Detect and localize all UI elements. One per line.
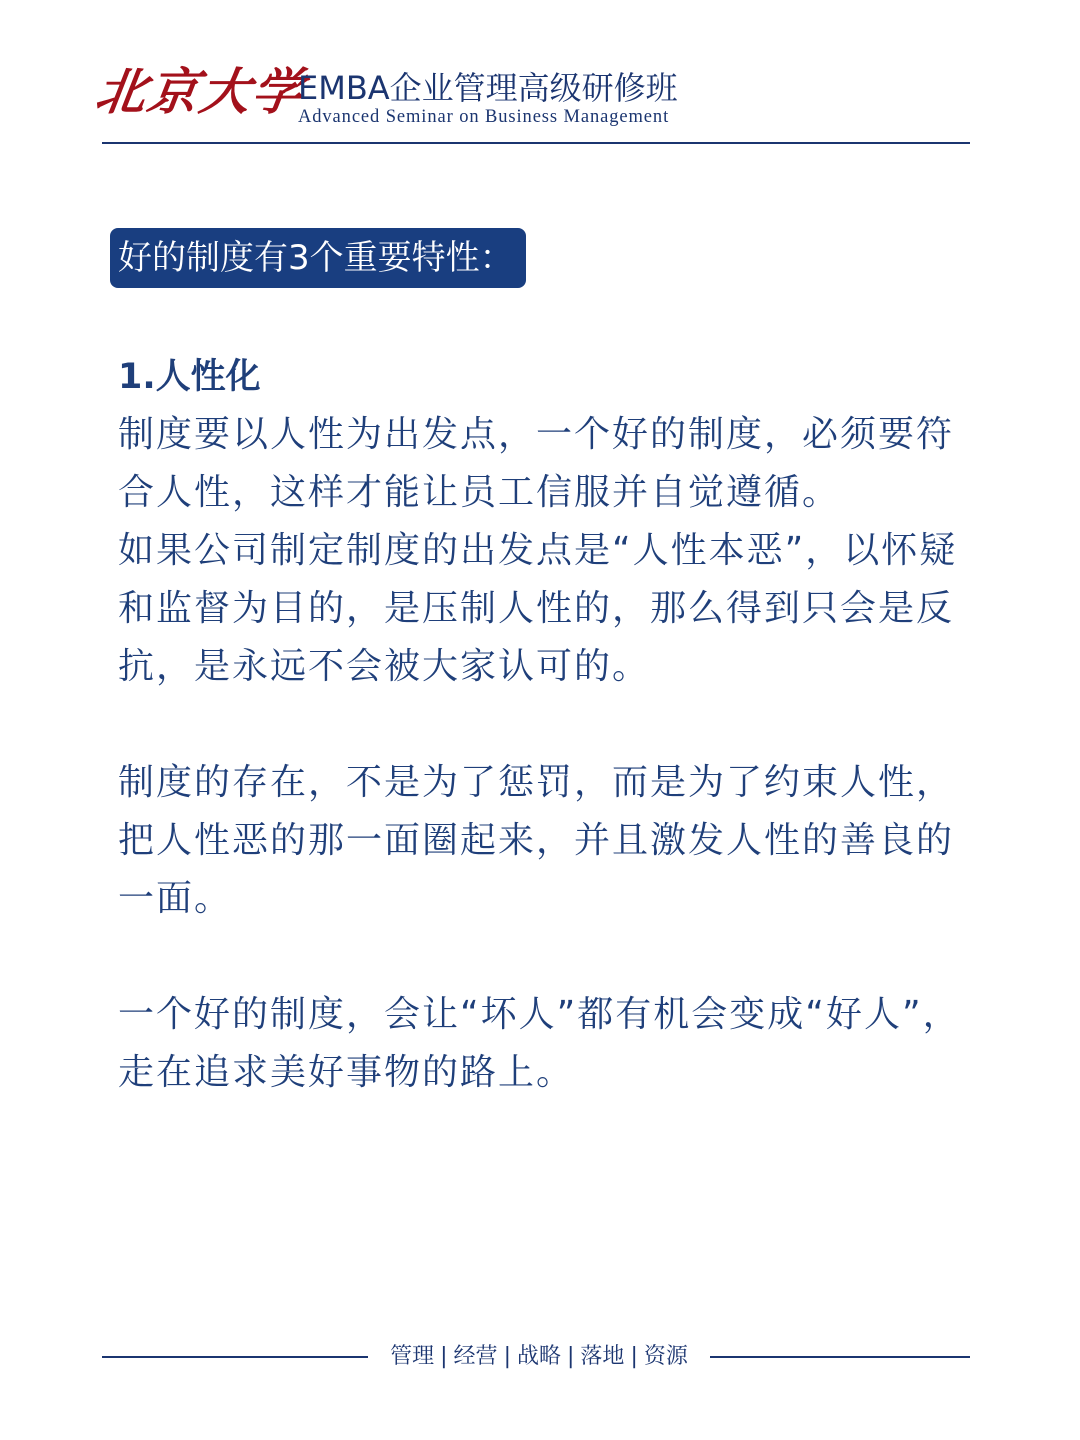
footer-tag: 经营 (453, 1344, 498, 1369)
paragraph-1: 制度要以人性为出发点，一个好的制度，必须要符合人性，这样才能让员工信服并自觉遵循。 (118, 414, 955, 513)
section-title: 1.人性化 (118, 357, 261, 397)
footer-tags (386, 1340, 692, 1374)
topic-heading: 好的制度有3个重要特性： (110, 228, 526, 288)
spacer (118, 696, 968, 754)
footer-divider-left (102, 1356, 368, 1358)
footer-divider-right (710, 1356, 970, 1358)
paragraph-4: 一个好的制度，会让“坏人”都有机会变成“好人”，走在追求美好事物的路上。 (118, 994, 961, 1093)
header-divider (102, 142, 970, 144)
footer-separator: | (567, 1344, 575, 1369)
footer-separator: | (440, 1344, 448, 1369)
footer-tag: 管理 (390, 1344, 435, 1369)
program-title: EMBA企业管理高级研修班 (298, 69, 678, 107)
footer-separator: | (503, 1344, 511, 1369)
footer-tag: 资源 (643, 1344, 688, 1369)
article-body (118, 348, 968, 1102)
footer-tag: 战略 (516, 1344, 561, 1369)
footer-tag: 落地 (580, 1344, 625, 1369)
footer-separator: | (630, 1344, 638, 1369)
header (91, 62, 976, 132)
peking-university-logo: 北京大学 (91, 62, 309, 121)
spacer (118, 928, 968, 986)
paragraph-2: 如果公司制定制度的出发点是“人性本恶”，以怀疑和监督为目的，是压制人性的，那么得到只会是反抗，是永远不会被大家认可的。 (118, 530, 958, 687)
program-subtitle: Advanced Seminar on Business Management (298, 107, 670, 127)
paragraph-3: 制度的存在，不是为了惩罚，而是为了约束人性，把人性恶的那一面圈起来，并且激发人性的善良的一面。 (118, 762, 955, 919)
